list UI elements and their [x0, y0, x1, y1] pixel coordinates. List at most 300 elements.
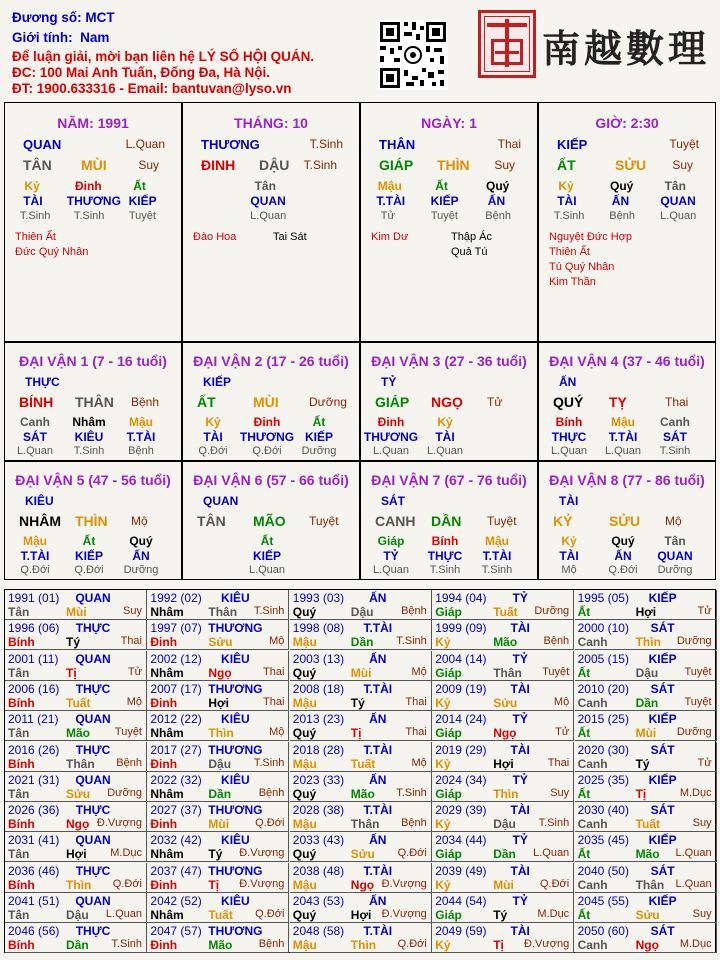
- hidden-stem: Tân: [664, 179, 686, 193]
- year-phase: Tuyệt: [684, 695, 712, 708]
- dai-van-phase: Tuyệt: [487, 514, 517, 528]
- hidden-god: KIẾP: [74, 549, 104, 563]
- year-branch: Tý: [350, 695, 365, 710]
- shen-sha: Đào Hoa: [193, 231, 237, 243]
- year-god: TÀI: [510, 924, 530, 939]
- year-stem: Kỷ: [435, 938, 451, 953]
- pillar-relation: Tuyệt: [669, 137, 699, 151]
- year-god: TÀI: [510, 681, 530, 696]
- year-branch: Ngọ: [493, 726, 517, 741]
- year-cell: [432, 681, 574, 711]
- year-god: QUAN: [75, 651, 111, 666]
- year-phase: Suy: [692, 908, 712, 920]
- year-stem: Canh: [577, 817, 608, 832]
- year-phase: Q.Đới: [255, 817, 285, 830]
- hidden-god: TÀI: [557, 194, 577, 208]
- year-label: 2014 (24): [435, 712, 487, 727]
- year-god: KIÊU: [221, 651, 250, 666]
- year-cell: [5, 590, 147, 620]
- year-phase: Đ.Vượng: [524, 938, 570, 951]
- year-branch: Sửu: [66, 786, 91, 801]
- dai-van-god: TÀI: [559, 494, 579, 508]
- year-god: SÁT: [650, 803, 675, 818]
- year-cell: [5, 681, 147, 711]
- year-branch: Mùi: [66, 605, 87, 619]
- hidden-god: THƯƠNG: [66, 194, 121, 208]
- dai-van-title: ĐẠI VẬN 7 (67 - 76 tuổi): [371, 472, 527, 488]
- shen-sha: Thiên Ất: [15, 231, 56, 243]
- year-phase: Q.Đới: [255, 908, 285, 920]
- year-label: 2001 (11): [8, 651, 59, 666]
- year-branch: Sửu: [350, 847, 375, 862]
- year-phase: Đ.Vượng: [381, 908, 427, 920]
- year-cell: [575, 832, 717, 862]
- year-phase: Tuyệt: [684, 665, 712, 678]
- year-cell: [147, 590, 289, 620]
- year-branch: Thân: [635, 877, 665, 892]
- dai-van-branch: DẦN: [431, 513, 462, 529]
- hidden-god: ẤN: [611, 194, 630, 208]
- dai-van-phase: Mộ: [665, 514, 682, 528]
- year-label: 2044 (54): [435, 894, 487, 908]
- year-god: THỰC: [75, 863, 111, 878]
- year-branch: Thìn: [493, 786, 519, 801]
- year-label: 2045 (55): [577, 894, 629, 908]
- year-god: THƯƠNG: [208, 742, 263, 757]
- year-god: TÀI: [510, 621, 530, 636]
- hidden-stem: Tân: [664, 534, 686, 548]
- year-branch: Tuất: [493, 605, 518, 619]
- year-stem: Mậu: [292, 877, 317, 892]
- address-line: ĐC: 100 Mai Anh Tuấn, Đống Đa, Hà Nội.: [12, 65, 271, 80]
- year-label: 2007 (17): [150, 681, 202, 696]
- year-label: 2023 (33): [292, 772, 345, 787]
- year-god: THƯƠNG: [208, 681, 263, 696]
- hidden-god: T.TÀI: [126, 430, 156, 444]
- year-stem: Giáp: [435, 605, 462, 619]
- year-branch: Mùi: [350, 665, 372, 680]
- year-god: THỰC: [75, 803, 111, 818]
- year-stem: Nhâm: [150, 726, 184, 741]
- year-label: 2000 (10): [577, 621, 629, 636]
- year-cell: [290, 923, 432, 953]
- year-label: 2046 (56): [8, 924, 60, 939]
- year-branch: Tý: [493, 908, 508, 922]
- year-cell: [5, 893, 147, 923]
- hidden-stem: Ất: [82, 534, 96, 548]
- hidden-god: QUAN: [657, 549, 693, 563]
- year-stem: Canh: [577, 877, 608, 892]
- hidden-stem: Mậu: [485, 534, 509, 548]
- year-phase: T.Sinh: [253, 605, 285, 617]
- year-phase: Đ.Vượng: [381, 877, 427, 890]
- hidden-phase: L.Quan: [16, 445, 54, 457]
- hidden-god: THỰC: [551, 430, 587, 444]
- year-branch: Thìn: [208, 726, 234, 741]
- red-seal-stamp: [478, 10, 536, 78]
- hidden-stem: Tân: [254, 179, 276, 193]
- year-label: 1995 (05): [577, 591, 629, 605]
- hidden-god: SÁT: [23, 430, 47, 444]
- year-stem: Mậu: [292, 938, 317, 953]
- year-phase: Đ.Vượng: [239, 877, 285, 890]
- year-branch: Dần: [66, 938, 89, 953]
- year-cell: [147, 620, 289, 650]
- year-god: T.TÀI: [363, 681, 393, 696]
- year-cell: [575, 590, 717, 620]
- year-stem: Ất: [577, 786, 591, 801]
- hidden-stem: Mậu: [129, 415, 153, 429]
- year-phase: Mộ: [126, 695, 142, 708]
- year-stem: Nhâm: [150, 605, 184, 619]
- year-label: 1992 (02): [150, 591, 202, 605]
- year-cell: [147, 651, 289, 681]
- dai-van-title: ĐẠI VẬN 1 (7 - 16 tuổi): [19, 353, 167, 369]
- dai-van-1: [4, 342, 182, 461]
- dai-van-7: [360, 461, 538, 580]
- brand-logo: [478, 10, 714, 82]
- year-cell: [5, 832, 147, 862]
- year-stem: Đinh: [150, 635, 178, 650]
- year-god: KIẾP: [648, 772, 677, 787]
- year-god: T.TÀI: [363, 863, 393, 878]
- hidden-god: TỶ: [383, 549, 399, 563]
- year-cell: [432, 620, 574, 650]
- year-cell: [147, 772, 289, 802]
- year-stem: Giáp: [435, 908, 462, 922]
- year-phase: Dưỡng: [676, 726, 712, 739]
- year-stem: Tân: [8, 786, 30, 801]
- year-branch: Mùi: [493, 877, 514, 892]
- hidden-stem: Ất: [435, 179, 448, 193]
- hidden-phase: T.Sinh: [481, 564, 513, 576]
- hidden-god: THƯƠNG: [239, 430, 295, 444]
- dai-van-phase: Tuyệt: [309, 514, 339, 528]
- year-branch: Thân: [493, 665, 522, 680]
- year-label: 1997 (07): [150, 621, 202, 636]
- pillar-title: THÁNG: 10: [234, 115, 308, 131]
- year-god: QUAN: [75, 772, 111, 787]
- dai-van-stem: CANH: [375, 513, 416, 529]
- hidden-stem: Giáp: [377, 534, 405, 548]
- year-cell: [147, 863, 289, 893]
- dai-van-title: ĐẠI VẬN 2 (17 - 26 tuổi): [193, 353, 349, 369]
- year-stem: Ất: [577, 726, 591, 741]
- year-branch: Tý: [635, 756, 650, 771]
- dai-van-title: ĐẠI VẬN 4 (37 - 46 tuổi): [549, 353, 705, 369]
- year-label: 1991 (01): [8, 591, 60, 605]
- year-phase: T.Sinh: [396, 635, 427, 648]
- year-branch: Thân: [208, 605, 238, 619]
- year-stem: Mậu: [292, 756, 317, 771]
- hidden-phase: Q.Đới: [20, 564, 50, 576]
- year-phase: Thai: [405, 695, 427, 708]
- year-branch: Tuất: [208, 908, 233, 922]
- year-label: 2028 (38): [292, 803, 345, 818]
- year-branch: Dần: [635, 695, 659, 710]
- hidden-stem: Mậu: [611, 415, 635, 429]
- year-phase: T.Sinh: [253, 756, 285, 769]
- year-phase: Bệnh: [401, 605, 427, 617]
- year-stem: Ất: [577, 847, 591, 862]
- year-stem: Quý: [292, 908, 317, 922]
- dai-van-stem: NHÂM: [19, 513, 61, 529]
- year-phase: Suy: [550, 786, 570, 799]
- dai-van-8: [538, 461, 716, 580]
- year-phase: Tử: [555, 726, 570, 739]
- dai-van-phase: Bệnh: [131, 395, 160, 409]
- year-cell: [290, 863, 432, 893]
- hidden-stem: Quý: [611, 534, 635, 548]
- dai-van-stem: GIÁP: [375, 394, 410, 410]
- year-label: 2004 (14): [435, 651, 487, 666]
- year-stem: Quý: [292, 605, 317, 619]
- year-label: 2019 (29): [435, 742, 487, 757]
- year-cell: [290, 772, 432, 802]
- year-branch: Hợi: [66, 847, 87, 862]
- year-branch: Dần: [350, 635, 374, 650]
- year-cell: [432, 893, 574, 923]
- pillar-2: [182, 102, 360, 342]
- year-cell: [147, 832, 289, 862]
- year-cell: [432, 742, 574, 772]
- dai-van-god: QUAN: [203, 494, 239, 508]
- year-stem: Kỷ: [435, 877, 451, 892]
- year-phase: L.Quan: [105, 908, 142, 920]
- hidden-phase: Bệnh: [128, 445, 154, 457]
- hidden-stem: Nhâm: [72, 415, 106, 429]
- year-branch: Thìn: [66, 877, 92, 892]
- pillar-branch: SỬU: [615, 157, 647, 173]
- year-label: 2015 (25): [577, 712, 629, 727]
- year-label: 1996 (06): [8, 621, 60, 636]
- hidden-phase: Dưỡng: [301, 445, 337, 457]
- year-label: 2020 (30): [577, 742, 629, 757]
- year-god: ẤN: [369, 591, 387, 605]
- pillar-title: NGÀY: 1: [421, 115, 477, 131]
- year-cell: [290, 681, 432, 711]
- year-stem: Giáp: [435, 847, 462, 862]
- shen-sha: Tú Quý Nhân: [549, 261, 615, 273]
- year-cell: [5, 802, 147, 832]
- hidden-god: TÀI: [23, 194, 43, 208]
- dai-van-stem: ẤT: [197, 394, 216, 410]
- year-phase: Thai: [262, 665, 285, 678]
- pillar-relation: T.Sinh: [309, 137, 343, 151]
- year-cell: [432, 863, 574, 893]
- year-stem: Mậu: [292, 817, 317, 832]
- year-label: 2022 (32): [150, 772, 202, 787]
- pillar-god: THƯƠNG: [201, 137, 260, 152]
- hidden-phase: T.Sinh: [73, 210, 105, 222]
- hidden-phase: Bệnh: [485, 210, 511, 222]
- shen-sha: Nguyệt Đức Hợp: [549, 231, 633, 243]
- year-stem: Ất: [577, 605, 591, 619]
- year-label: 2011 (21): [8, 712, 59, 727]
- hidden-god: KIẾP: [252, 549, 282, 563]
- year-phase: Dưỡng: [107, 786, 142, 799]
- hidden-god: ẤN: [614, 549, 632, 563]
- year-branch: Hợi: [635, 605, 657, 619]
- year-god: THƯƠNG: [208, 924, 263, 939]
- year-stem: Tân: [8, 726, 30, 741]
- year-cell: [575, 802, 717, 832]
- year-phase: Thai: [405, 726, 427, 739]
- year-phase: Dưỡng: [534, 605, 570, 617]
- year-phase: L.Quan: [533, 847, 570, 860]
- year-phase: Thai: [262, 695, 285, 708]
- dai-van-stem: QUÝ: [553, 394, 584, 410]
- year-branch: Mão: [350, 786, 375, 801]
- year-god: TÀI: [510, 742, 530, 757]
- year-stem: Canh: [577, 938, 608, 953]
- year-branch: Dậu: [350, 605, 374, 619]
- hidden-stem: Bính: [431, 534, 459, 548]
- year-branch: Tị: [208, 877, 220, 892]
- year-god: TỶ: [512, 651, 528, 666]
- year-label: 2029 (39): [435, 803, 487, 818]
- year-god: T.TÀI: [363, 742, 393, 757]
- hidden-god: KIẾP: [128, 194, 157, 208]
- gender-value: Nam: [80, 30, 110, 45]
- year-phase: Tử: [697, 605, 712, 617]
- year-god: KIẾP: [648, 591, 677, 605]
- year-stem: Tân: [8, 908, 30, 922]
- year-branch: Hợi: [350, 908, 372, 922]
- year-stem: Canh: [577, 635, 608, 650]
- year-branch: Tuất: [350, 756, 376, 771]
- gender-label: Giới tính:: [12, 30, 73, 45]
- contact-line: Để luận giải, mời bạn liên hệ LÝ SỐ HỘI QUÁN.: [12, 49, 315, 64]
- year-god: ẤN: [369, 894, 387, 908]
- year-phase: Dưỡng: [676, 635, 712, 648]
- year-branch: Sửu: [635, 908, 660, 922]
- year-cell: [575, 681, 717, 711]
- year-label: 2026 (36): [8, 803, 60, 818]
- year-label: 2027 (37): [150, 803, 202, 818]
- year-stem: Bính: [8, 938, 35, 953]
- year-cell: [432, 923, 574, 953]
- year-god: KIÊU: [221, 712, 250, 727]
- hidden-phase: L.Quan: [372, 445, 410, 457]
- year-stem: Nhâm: [150, 665, 184, 680]
- hidden-phase: L.Quan: [550, 445, 588, 457]
- hidden-phase: T.Sinh: [429, 564, 461, 576]
- year-label: 2017 (27): [150, 742, 202, 757]
- year-cell: [575, 772, 717, 802]
- qr-code[interactable]: [378, 20, 448, 90]
- year-cell: [432, 772, 574, 802]
- hidden-god: T.TÀI: [20, 549, 50, 563]
- hidden-god: T.TÀI: [482, 549, 512, 563]
- year-label: 2036 (46): [8, 863, 60, 878]
- year-cell: [5, 711, 147, 741]
- luu-nien-table: [4, 589, 716, 953]
- year-god: THƯƠNG: [208, 803, 263, 818]
- hidden-phase: L.Quan: [604, 445, 642, 457]
- year-phase: Q.Đới: [397, 847, 427, 860]
- dai-van-branch: TỴ: [609, 394, 627, 410]
- year-phase: Mộ: [411, 665, 427, 678]
- year-label: 2024 (34): [435, 772, 487, 787]
- year-branch: Tuất: [635, 817, 661, 832]
- year-branch: Thân: [350, 817, 380, 832]
- year-god: QUAN: [75, 894, 111, 908]
- year-cell: [575, 620, 717, 650]
- year-phase: Bệnh: [116, 756, 142, 769]
- hidden-phase: Bệnh: [609, 210, 635, 222]
- year-label: 2012 (22): [150, 712, 202, 727]
- year-label: 1999 (09): [435, 621, 487, 636]
- dai-van-stem: BÍNH: [19, 394, 54, 410]
- year-label: 2038 (48): [292, 863, 345, 878]
- hidden-phase: Dưỡng: [123, 564, 159, 576]
- year-god: QUAN: [75, 591, 111, 605]
- hidden-stem: Canh: [20, 415, 50, 429]
- year-god: THỰC: [75, 924, 111, 939]
- year-cell: [575, 742, 717, 772]
- pillar-phase: Suy: [672, 158, 693, 172]
- year-phase: M.Dục: [110, 847, 142, 860]
- year-god: SÁT: [650, 621, 675, 636]
- pillar-1: [4, 102, 182, 342]
- hidden-phase: Q.Đới: [608, 564, 638, 576]
- year-phase: Q.Đới: [539, 877, 570, 890]
- year-branch: Dậu: [635, 665, 659, 680]
- year-stem: Nhâm: [150, 786, 184, 801]
- dai-van-branch: NGỌ: [431, 394, 463, 410]
- hidden-god: ẤN: [132, 549, 150, 563]
- hidden-god: T.TÀI: [608, 430, 638, 444]
- year-phase: M.Dục: [679, 938, 712, 951]
- hidden-stem: Mậu: [23, 534, 47, 548]
- year-god: KIÊU: [221, 591, 250, 605]
- year-cell: [432, 590, 574, 620]
- year-god: THỰC: [75, 621, 111, 636]
- year-god: THƯƠNG: [208, 621, 263, 636]
- year-phase: Bệnh: [258, 938, 285, 951]
- year-branch: Mùi: [635, 726, 657, 741]
- year-god: TỶ: [512, 712, 528, 727]
- hidden-phase: T.Sinh: [659, 445, 691, 457]
- gender-row: [12, 30, 109, 45]
- hidden-god: KIẾP: [430, 194, 459, 208]
- hidden-phase: T.Sinh: [73, 445, 105, 457]
- year-stem: Giáp: [435, 665, 462, 680]
- pillar-4: [538, 102, 716, 342]
- hidden-stem: Canh: [660, 415, 690, 429]
- year-stem: Đinh: [150, 938, 178, 953]
- hidden-god: QUAN: [250, 194, 286, 208]
- dai-van-branch: THÌN: [75, 513, 108, 529]
- year-god: SÁT: [650, 863, 675, 878]
- year-stem: Nhâm: [150, 847, 184, 862]
- dai-van-god: ẤN: [559, 375, 577, 389]
- year-cell: [5, 863, 147, 893]
- pillar-title: NĂM: 1991: [57, 115, 129, 131]
- year-phase: Q.Đới: [112, 877, 142, 890]
- year-god: KIÊU: [221, 833, 250, 848]
- year-label: 2031 (41): [8, 833, 60, 848]
- year-branch: Ngọ: [66, 817, 90, 832]
- shen-sha-2: Quả Tú: [451, 246, 488, 258]
- pillar-god: KIẾP: [557, 137, 588, 152]
- year-cell: [432, 651, 574, 681]
- year-cell: [290, 590, 432, 620]
- year-label: 2030 (40): [577, 803, 629, 818]
- year-stem: Đinh: [150, 756, 178, 771]
- pillar-god: QUAN: [23, 137, 62, 152]
